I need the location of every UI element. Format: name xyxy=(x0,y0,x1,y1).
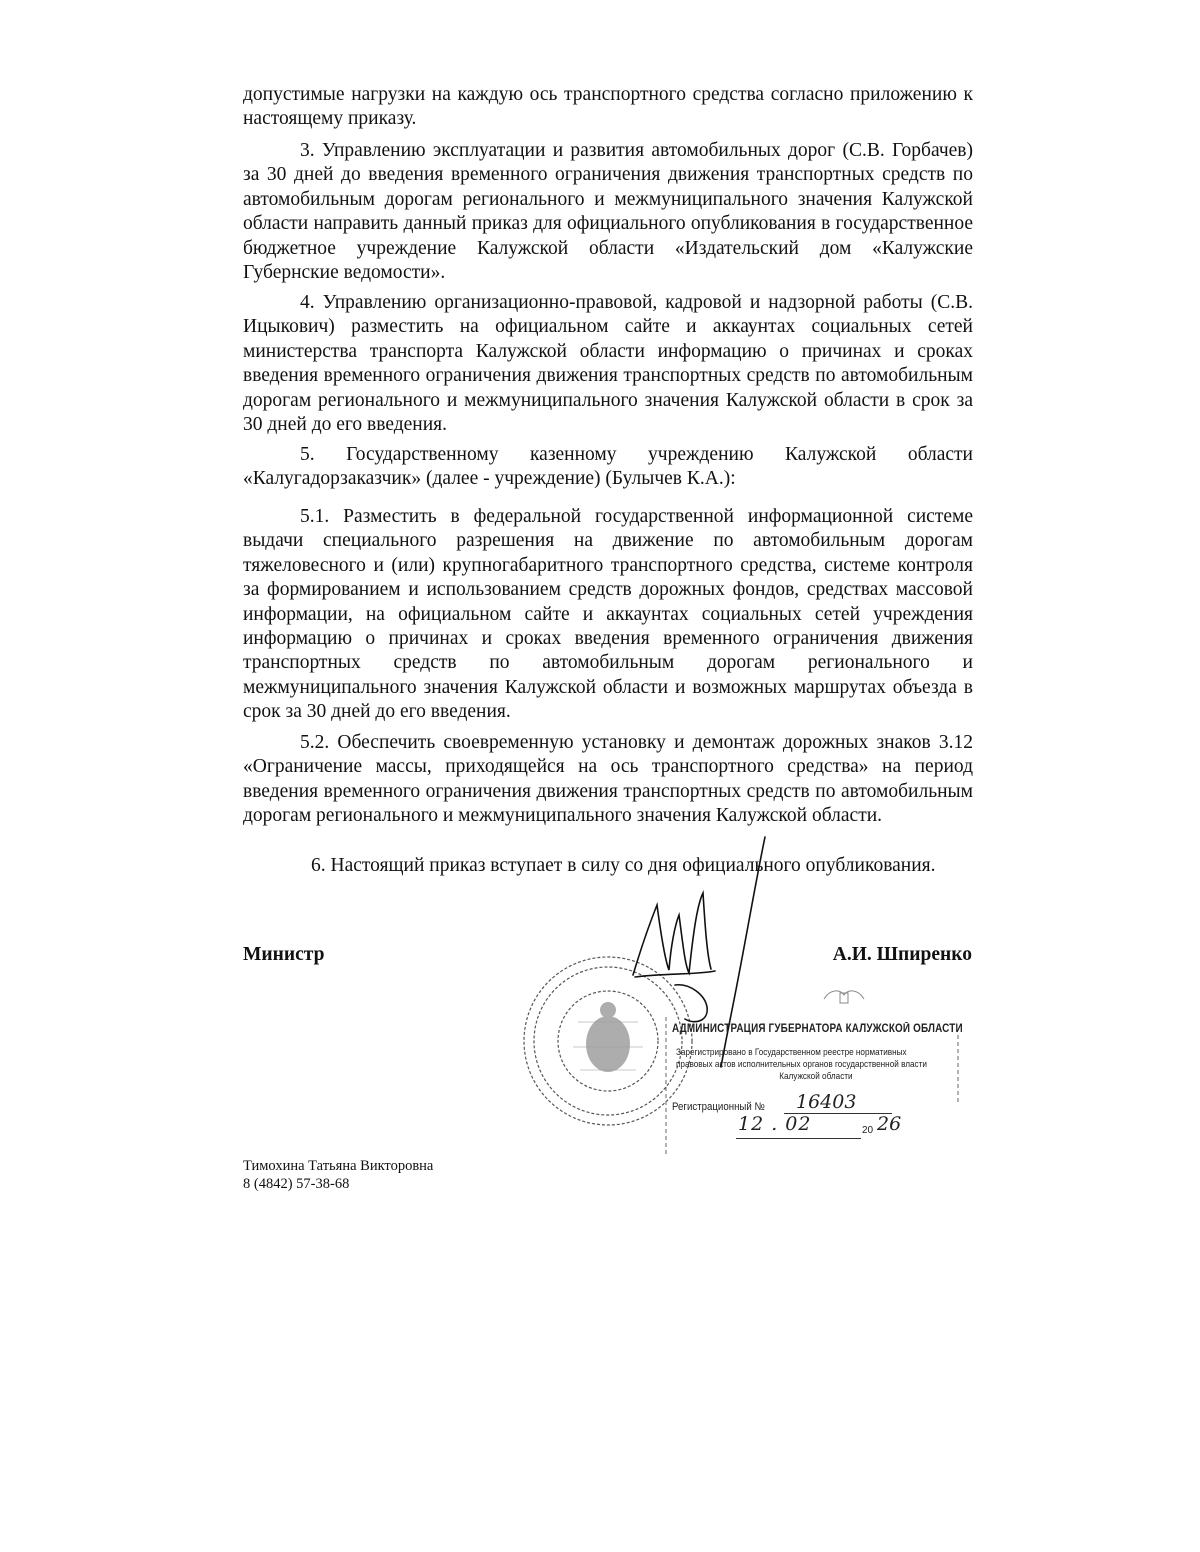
stamp-line-3: Калужской области xyxy=(779,1071,853,1082)
paragraph-5-2-text: 5.2. Обеспечить своевременную установку и демонтаж дорожных знаков 3.12 «Ограничение массы, приходящейся на ось транспортного средства» на период введения временного ограничения движения транспортных средств по автомобильным дорогам регионального и межмуниципального значения Калужской области. xyxy=(243,732,973,827)
stamp-reg-label: Регистрационный № xyxy=(672,1101,765,1113)
paragraph-4-text: 4. Управлению организационно-правовой, кадровой и надзорной работы (С.В. Ицыкович) разместить на официальном сайте и аккаунтах социальных сетей министерства транспорта Калужской области информацию о причинах и сроках введения временного ограничения движения транспортных средств по автомобильным дорогам регионального и межмуниципального значения Калужской области в срок за 30 дней до его введения. xyxy=(243,292,973,436)
paragraph-3-text: 3. Управлению эксплуатации и развития автомобильных дорог (С.В. Горбачев) за 30 дней до введения временного ограничения движения транспортных средств по автомобильным дорогам регионального и межмуниципального значения Калужской области направить данный приказ для официального опубликования в государственное бюджетное учреждение Калужской области «Издательский дом «Калужские Губернские ведомости». xyxy=(243,140,973,284)
registration-stamp xyxy=(660,985,965,1160)
paragraph-4 xyxy=(243,291,973,437)
executor-name: Тимохина Татьяна Викторовна xyxy=(243,1158,434,1174)
stamp-body xyxy=(676,1047,925,1083)
stamp-reg-number: 16403 xyxy=(796,1091,857,1113)
signature-position: Министр xyxy=(243,944,325,965)
stamp-date: 12 . 02 xyxy=(738,1113,812,1135)
executor-block xyxy=(243,1157,433,1193)
paragraph-5 xyxy=(243,443,973,492)
paragraph-5-1 xyxy=(243,505,973,725)
paragraph-3 xyxy=(243,139,973,285)
coat-of-arms-icon xyxy=(820,985,868,1007)
signature-name: А.И. Шпиренко xyxy=(832,944,972,965)
paragraph-5-text: 5. Государственному казенному учреждению Калужской области «Калугадорзаказчик» (далее - учреждение) (Булычев К.А.): xyxy=(243,444,973,490)
stamp-line-2: правовых актов исполнительных органов государственной власти xyxy=(676,1059,927,1070)
stamp-year-prefix: 20 xyxy=(862,1125,874,1136)
paragraph-5-2 xyxy=(243,731,973,829)
stamp-year-suffix: 26 xyxy=(877,1113,902,1135)
stamp-header: АДМИНИСТРАЦИЯ ГУБЕРНАТОРА КАЛУЖСКОЙ ОБЛАСТИ xyxy=(672,1023,963,1035)
paragraph-5-1-text: 5.1. Разместить в федеральной государственной информационной системе выдачи специального разрешения на движение по автомобильным дорогам тяжеловесного и (или) крупногабаритного транспортного средства, системе контроля за формированием и использованием средств дорожных фондов, средствах массовой информации, на официальном сайте и аккаунтах социальных сетей учреждения информацию о причинах и сроках введения временного ограничения движения транспортных средств по автомобильным дорогам регионального и межмуниципального значения Калужской области и возможных маршрутах объезда в срок за 30 дней до его введения. xyxy=(243,506,973,723)
intro-paragraph xyxy=(243,83,973,132)
stamp-date-underline xyxy=(736,1138,861,1139)
executor-phone: 8 (4842) 57-38-68 xyxy=(243,1176,350,1192)
paragraph-6-text: 6. Настоящий приказ вступает в силу со дня официального опубликования. xyxy=(311,855,936,876)
stamp-line-1: Зарегистрировано в Государственном реестре нормативных xyxy=(676,1047,907,1058)
intro-text: допустимые нагрузки на каждую ось транспортного средства согласно приложению к настоящему приказу. xyxy=(243,84,973,130)
